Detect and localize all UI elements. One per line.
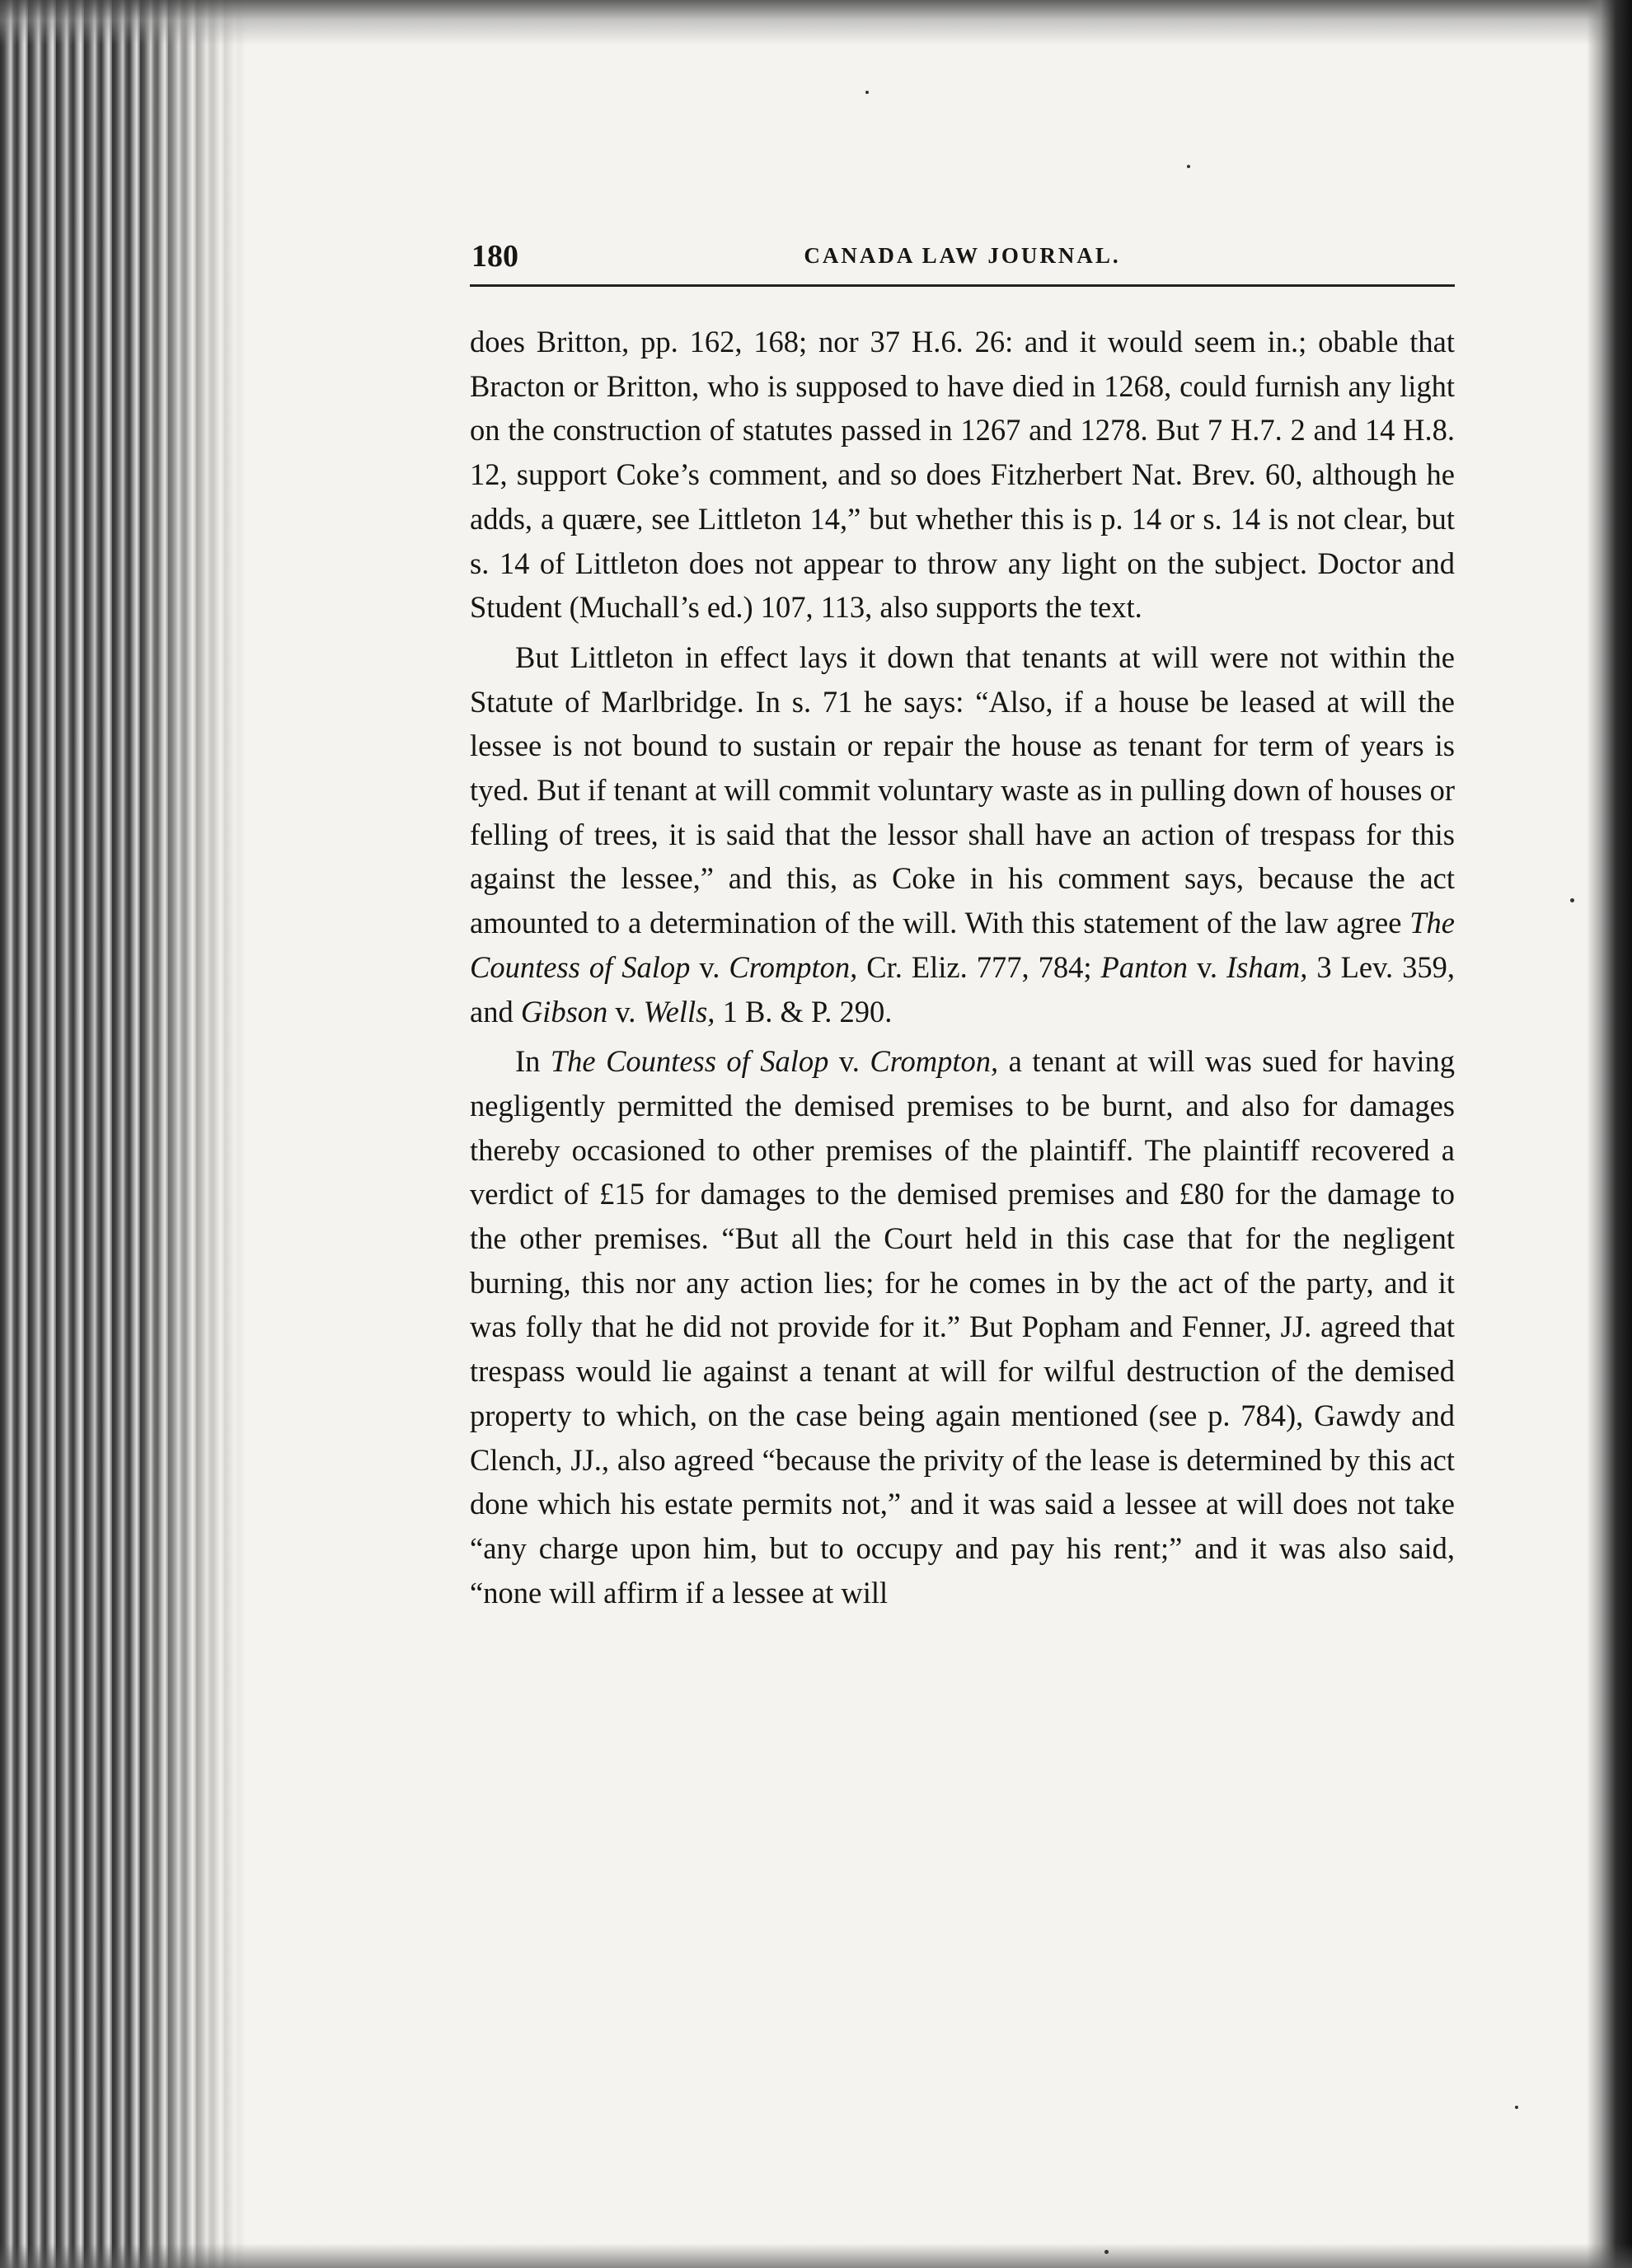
paragraph <box>470 1039 1455 1614</box>
scan-speck <box>1187 165 1190 168</box>
case-name-run: Gibson <box>520 994 608 1029</box>
text-run: In <box>515 1044 551 1079</box>
body-text <box>470 320 1455 1614</box>
gutter-fade <box>0 0 247 2268</box>
text-run: v. <box>828 1044 870 1079</box>
case-name-run: Isham, <box>1226 949 1308 984</box>
running-head: CANADA LAW JOURNAL. <box>804 243 1121 268</box>
text-run: v. <box>690 949 729 984</box>
text-run: 1 B. & P. 290. <box>715 994 893 1029</box>
text-run: a tenant at will was sued for having negligently permitted the demised premises to be burnt, and also for damages thereby occasioned to other premises of the plaintiff. The plaintiff recovered a verdict of £15 for damages to the demised premises and £80 for the damage to the other premises. “But all the Court held in this case that for the negligent burning, this nor any action lies; for he comes in by the act of the party, and it was folly that he did not provide for it.” But Popham and Fenner, JJ. agreed that trespass would lie against a tenant at will for wilful destruction of the demised property to which, on the case being again mentioned (see p. 784), Gawdy and Clench, JJ., also agreed “because the privity of the lease is determined by this act done which his estate permits not,” and it was said a lessee at will does not take “any charge upon him, but to occupy and pay his rent;” and it was also said, “none will affirm if a lessee at will <box>470 1044 1455 1610</box>
paragraph <box>470 635 1455 1033</box>
text-run: But Littleton in effect lays it down that tenants at will were not within the Statute of Marlbridge. In s. 71 he says: “Also, if a house be leased at will the lessee is not bound to sustain or repair the house as tenant for term of years is tyed. But if tenant at will commit voluntary waste as in pulling down of houses or felling of trees, it is said that the lessor shall have an action of trespass for this against the lessee,” and this, as Coke in his comment says, because the act amounted to a determination of the will. With this statement of the law agree <box>470 640 1455 940</box>
scan-bottom-edge <box>0 2243 1632 2268</box>
scan-top-edge <box>0 0 1632 45</box>
journal-page <box>470 235 1455 1614</box>
case-name-run: Crompton, <box>870 1044 999 1079</box>
scan-speck <box>1570 898 1574 902</box>
scan-speck <box>1104 2250 1109 2254</box>
case-name-run: The Countess of Salop <box>470 906 1455 984</box>
scan-speck <box>1515 2106 1518 2109</box>
paragraph <box>470 320 1455 630</box>
scan-speck <box>865 91 869 94</box>
page-header <box>470 235 1455 287</box>
text-run: 3 Lev. 359, and <box>470 949 1455 1029</box>
case-name-run: Panton <box>1100 949 1188 984</box>
text-run: v. <box>1187 949 1226 984</box>
case-name-run: The Countess of Salop <box>550 1044 829 1079</box>
page-number: 180 <box>471 239 518 274</box>
text-run: v. <box>607 994 644 1029</box>
text-run: Cr. Eliz. 777, 784; <box>857 949 1101 984</box>
case-name-run: Wells, <box>643 994 715 1029</box>
scan-right-edge <box>1587 0 1632 2268</box>
case-name-run: Crompton, <box>729 949 858 984</box>
text-run: does Britton, pp. 162, 168; nor 37 H.6. 26: and it would seem in.; obable that Bracton or Britton, who is supposed to have died in 1268, could furnish any light on the construction of statutes passed in 1267 and 1278. But 7 H.7. 2 and 14 H.8. 12, support Coke’s comment, and so does Fitzherbert Nat. Brev. 60, although he adds, a quære, see Littleton 14,” but whether this is p. 14 or s. 14 is not clear, but s. 14 of Littleton does not appear to throw any light on the subject. Doctor and Student (Muchall’s ed.) 107, 113, also supports the text. <box>470 325 1455 625</box>
